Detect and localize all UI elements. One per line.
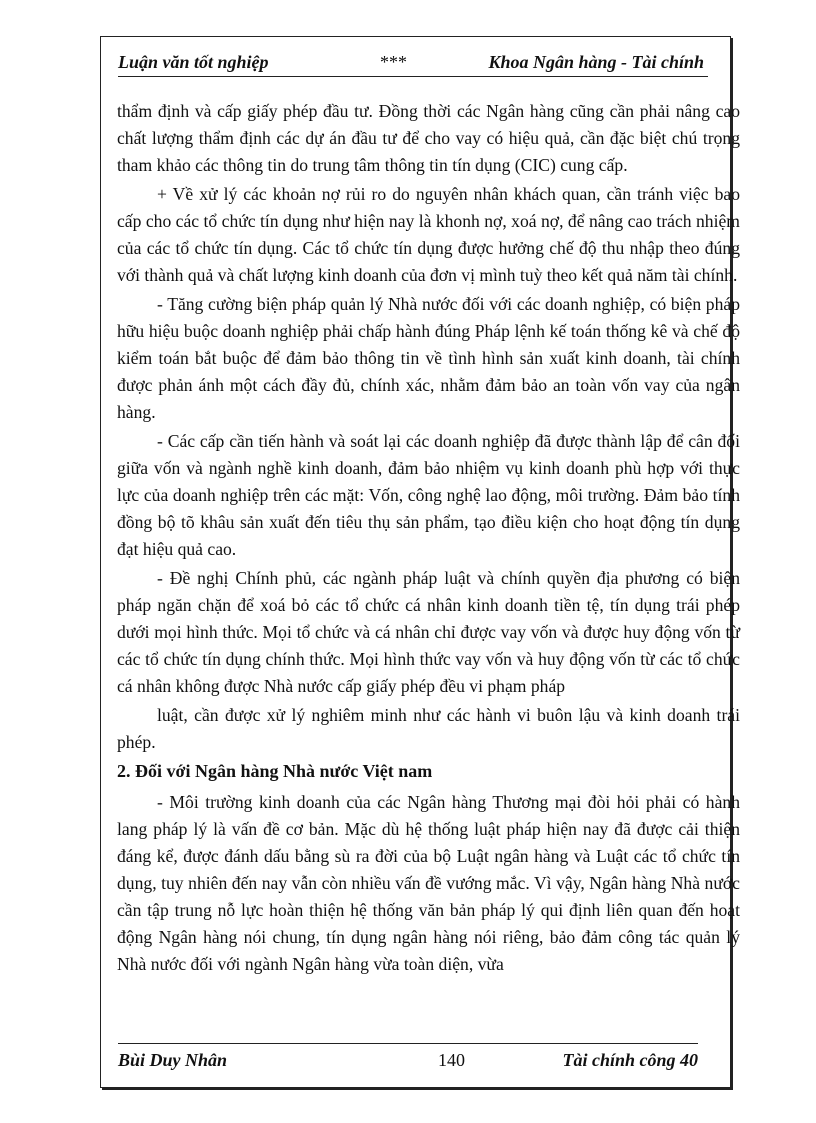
- page-footer: [118, 1050, 698, 1074]
- paragraph: thẩm định và cấp giấy phép đầu tư. Đồng thời các Ngân hàng cũng cần phải nâng cao chất lượng thẩm định các dự án đầu tư để cho vay có hiệu quả, cần đặc biệt chú trọng tham khảo các thông tin do trung tâm thông tin tín dụng (CIC) cung cấp.: [117, 101, 740, 175]
- paragraph: luật, cần được xử lý nghiêm minh như các hành vi buôn lậu và kinh doanh trái phép.: [117, 705, 740, 752]
- paragraph: - Các cấp cần tiến hành và soát lại các doanh nghiệp đã được thành lập để cân đối giữa vốn và ngành nghề kinh doanh, đảm bảo nhiệm vụ kinh doanh phù hợp với thực lực của doanh nghiệp trên các mặt: Vốn, công nghệ lao động, môi trường. Đảm bảo tính đồng bộ tõ khâu sản xuất đến tiêu thụ sản phẩm, tạo điều kiện cho hoạt động tín dụng đạt hiệu quả cao.: [117, 431, 740, 559]
- paragraph: - Môi trường kinh doanh của các Ngân hàng Thương mại đòi hỏi phải có hành lang pháp lý là vấn đề cơ bản. Mặc dù hệ thống luật pháp hiện nay đã được cải thiện đáng kể, được đánh dấu bằng sù ra đời của bộ Luật ngân hàng và Luật các tổ chức tín dụng, tuy nhiên đến nay vẫn còn nhiều vấn đề vướng mắc. Vì vậy, Ngân hàng Nhà nước cần tập trung nỗ lực hoàn thiện hệ thống văn bản pháp lý qui định liên quan đến hoạt động Ngân hàng nói chung, tín dụng ngân hàng nói riêng, bảo đảm công tác quản lý Nhà nước đối với ngành Ngân hàng vừa toàn diện, vừa: [117, 792, 740, 974]
- footer-course: Tài chính công 40: [562, 1050, 698, 1070]
- header-center: ***: [380, 52, 407, 72]
- header-right: Khoa Ngân hàng - Tài chính: [488, 52, 704, 72]
- section-heading: 2. Đối với Ngân hàng Nhà nước Việt nam: [117, 761, 433, 781]
- footer-author: Bùi Duy Nhân: [118, 1050, 228, 1070]
- page-body: [117, 98, 740, 980]
- page-number: 140: [438, 1050, 465, 1070]
- footer-divider: [118, 1043, 698, 1044]
- paragraph: - Đề nghị Chính phủ, các ngành pháp luật và chính quyền địa phương có biện pháp ngăn chặn để xoá bỏ các tổ chức cá nhân kinh doanh tiền tệ, tín dụng trái phép dưới mọi hình thức. Mọi tổ chức và cá nhân chỉ được vay vốn và được huy động vốn từ các tổ chức tín dụng chính thức. Mọi hình thức vay vốn và huy động vốn từ các tổ chức cá nhân không được Nhà nước cấp giấy phép đều vi phạm pháp: [117, 568, 740, 696]
- paragraph: - Tăng cường biện pháp quản lý Nhà nước đối với các doanh nghiệp, có biện pháp hữu hiệu buộc doanh nghiệp phải chấp hành đúng Pháp lệnh kế toán thống kê và chế độ kiểm toán bắt buộc để đảm bảo thông tin về tình hình sản xuất kinh doanh, tài chính được phản ánh một cách đầy đủ, chính xác, nhằm đảm bảo an toàn vốn vay của ngân hàng.: [117, 294, 740, 422]
- page-header: [118, 52, 708, 77]
- header-left: Luận văn tốt nghiệp: [118, 52, 269, 72]
- paragraph: + Về xử lý các khoản nợ rủi ro do nguyên nhân khách quan, cần tránh việc bao cấp cho các tổ chức tín dụng như hiện nay là khonh nợ, xoá nợ, để nâng cao trách nhiệm của các tổ chức tín dụng. Các tổ chức tín dụng được hưởng chế độ thu nhập theo đúng với thành quả và chất lượng kinh doanh của đơn vị mình tuỳ theo kết quả năm tài chính.: [117, 184, 740, 285]
